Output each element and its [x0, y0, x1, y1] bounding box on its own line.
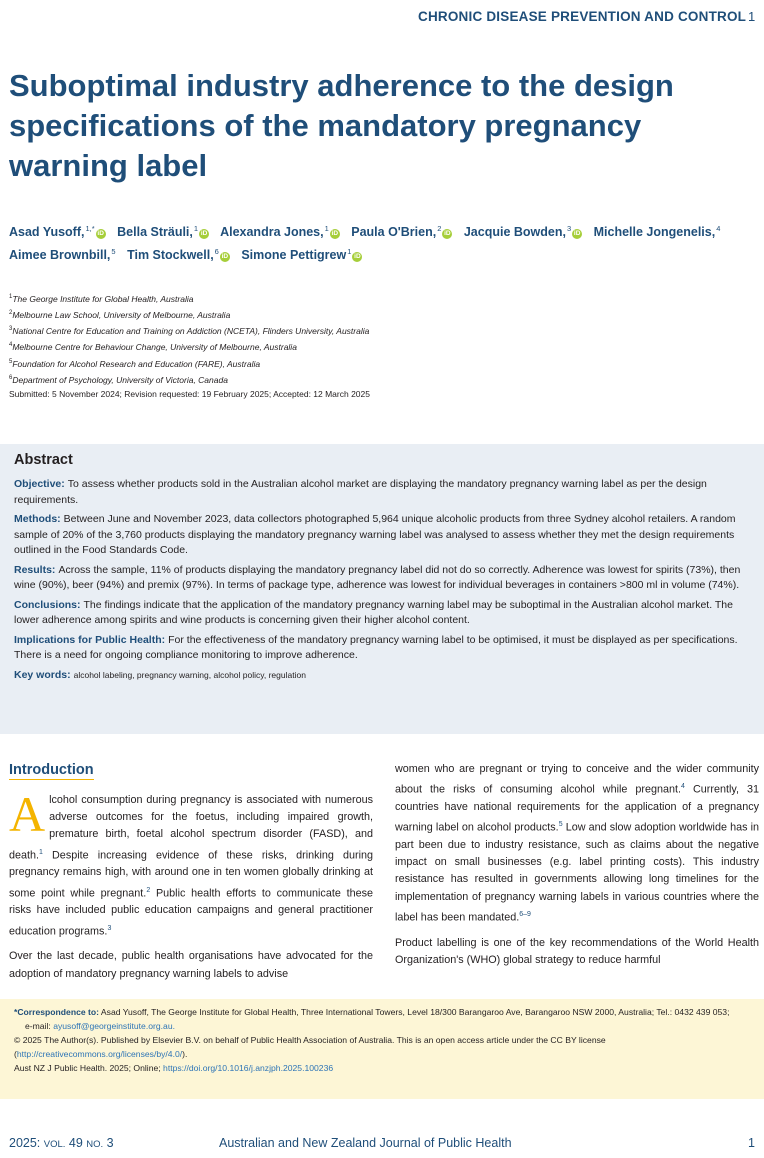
author-yusoff[interactable]: Asad Yusoff,$^{1,*}$iD — [9, 224, 104, 240]
orcid-icon[interactable]: iD — [331, 230, 339, 238]
correspondence-line: *Correspondence to: Asad Yusoff, The George Institute for Global Health, Three International Towers, Level 18/300 Barangaroo Ave, Barangaroo NSW 2000, Australia; Tel.: 0432 439 053; — [14, 1007, 730, 1017]
header-page-number: 1 — [748, 9, 756, 24]
citation-link[interactable]: 3 — [107, 924, 112, 932]
email-line: e-mail: ayusoff@georgeinstitute.org.au. — [25, 1021, 175, 1031]
author-list — [9, 219, 754, 265]
body-column-right — [395, 761, 759, 977]
drop-cap: A — [9, 786, 46, 842]
author-jongenelis[interactable]: Michelle Jongenelis,$^4$ — [593, 224, 721, 240]
orcid-icon[interactable]: iD — [221, 253, 229, 261]
orcid-icon[interactable]: iD — [97, 230, 104, 238]
body-paragraph: Alcohol consumption during pregnancy is associated with numerous adverse outcomes for the foetus, including impaired growth, premature birth, foetal alcohol spectrum disorder (FASD), and death.$^1$ Despite increasing evidence of these risks, drinking during pregnancy remains high, with around one in ten women globally drinking at some point while pregnant.$^2$ Public health efforts to communicate these risks have included public education campaigns and general practitioner education programs.$^3$ — [9, 786, 373, 938]
affiliations — [9, 290, 369, 387]
abstract-implications: Implications for Public Health: For the effectiveness of the mandatory pregnancy warning label to be optimised, it must be displayed as per specifications. There is a need for ongoing compliance monitoring to improve adherence. — [14, 633, 738, 661]
correspondence-box — [0, 999, 764, 1099]
author-obrien[interactable]: Paula O'Brien,$^2$iD — [351, 224, 451, 240]
citation-link[interactable]: 5 — [558, 821, 563, 829]
license-line: © 2025 The Author(s). Published by Elsevier B.V. on behalf of Public Health Association of Australia. This is an open access article under the CC BY license (http://creativecommons.org/licenses/by/4.0/). — [14, 1035, 606, 1059]
orcid-icon[interactable]: iD — [573, 230, 581, 238]
affiliation-item: $^5$Foundation for Alcohol Research and Education (FARE), Australia — [9, 358, 261, 369]
abstract-results: Results: Across the sample, 11% of products displaying the mandatory pregnancy label did not do so correctly. Adherence was lowest for spirits (73%), then wine (90%), beer (94%) and premix (97%). In terms of package type, adherence was lowest for individual beverages in containers >800 ml in volume (74%). — [14, 563, 741, 591]
doi-link[interactable]: https://doi.org/10.1016/j.anzjph.2025.100236 — [163, 1063, 334, 1073]
author-brownbill[interactable]: Aimee Brownbill,$^5$ — [9, 247, 116, 263]
abstract-conclusions: Conclusions: The findings indicate that the application of the mandatory pregnancy warning label may be suboptimal in the Australian alcohol market. The lower adherence among spirits and wine products is concerning given their higher alcohol content. — [14, 598, 733, 626]
orcid-icon[interactable]: iD — [444, 230, 451, 238]
citation-link[interactable]: 4 — [681, 783, 685, 791]
body-paragraph: Product labelling is one of the key recommendations of the World Health Organization's (WHO) global strategy to reduce harmful — [395, 936, 759, 966]
license-link[interactable]: http://creativecommons.org/licenses/by/4.0/ — [16, 1049, 183, 1059]
article-title: Suboptimal industry adherence to the design specifications of the mandatory pregnancy warning label — [9, 68, 674, 183]
orcid-icon[interactable]: iD — [200, 230, 208, 238]
body-paragraph: Over the last decade, public health organisations have advocated for the adoption of mandatory pregnancy warning labels to advise — [9, 950, 373, 980]
abstract-box — [0, 444, 764, 734]
footer-volume: 2025: VOL. 49 NO. 3 — [9, 1136, 114, 1150]
footer-page-number: 1 — [748, 1136, 755, 1150]
body-column-left — [9, 786, 373, 991]
section-label: CHRONIC DISEASE PREVENTION AND CONTROL — [418, 9, 747, 24]
author-stockwell[interactable]: Tim Stockwell,$^6$iD — [127, 247, 229, 263]
introduction-heading: Introduction — [9, 762, 94, 778]
author-strauli[interactable]: Bella Sträuli,$^1$iD — [117, 224, 208, 240]
author-jones[interactable]: Alexandra Jones,$^1$iD — [220, 224, 339, 240]
abstract-keywords: Key words: alcohol labeling, pregnancy warning, alcohol policy, regulation — [14, 668, 306, 681]
affiliation-item: $^4$Melbourne Centre for Behaviour Change, University of Melbourne, Australia — [9, 342, 297, 353]
affiliation-item: $^2$Melbourne Law School, University of Melbourne, Australia — [9, 309, 231, 320]
affiliation-item: $^1$The George Institute for Global Health, Australia — [9, 293, 194, 304]
email-link[interactable]: ayusoff@georgeinstitute.org.au. — [53, 1021, 175, 1031]
affiliation-item: $^6$Department of Psychology, University of Victoria, Canada — [9, 374, 228, 385]
footer-journal-name: Australian and New Zealand Journal of Public Health — [219, 1136, 512, 1150]
submission-dates: Submitted: 5 November 2024; Revision requested: 19 February 2025; Accepted: 12 March 2025 — [9, 389, 370, 399]
citation-link[interactable]: 1 — [39, 848, 43, 856]
abstract-methods: Methods: Between June and November 2023, data collectors photographed 5,964 unique alcoholic products from three Sydney alcohol retailers. A random sample of 20% of the 3,760 products displaying the mandatory pregnancy warning label was analysed to assess whether they met the design requirements outlined in the Food Standards Code. — [14, 513, 736, 556]
affiliation-item: $^3$National Centre for Education and Training on Addiction (NCETA), Flinders University, Australia — [9, 326, 370, 337]
citation-line: Aust NZ J Public Health. 2025; Online; https://doi.org/10.1016/j.anzjph.2025.100236 — [14, 1063, 334, 1073]
abstract-objective: Objective: To assess whether products sold in the Australian alcohol market are displaying the mandatory pregnancy warning label as per the design requirements. — [14, 478, 707, 506]
orcid-icon[interactable]: iD — [354, 253, 361, 261]
author-bowden[interactable]: Jacquie Bowden,$^3$iD — [463, 224, 581, 240]
citation-link[interactable]: 6–9 — [519, 910, 531, 918]
abstract-heading: Abstract — [14, 452, 73, 468]
citation-link[interactable]: 2 — [146, 886, 151, 894]
body-paragraph: women who are pregnant or trying to conceive and the wider community about the risks of consuming alcohol while pregnant.$^4$ Currently, 31 countries have national requirements for the application of a pregnancy warning label on alcohol products.$^5$ Low and slow adoption worldwide has in part been due to industry resistance, such as claims about the negative impact on small businesses (e.g. label printing costs). This industry resistance has resulted in governments allowing long timelines for the implementation of pregnancy warning labels in various countries where the label has been mandated.$^{6-9}$ — [395, 763, 760, 924]
author-pettigrew[interactable]: Simone Pettigrew$^1$iD — [241, 247, 361, 263]
